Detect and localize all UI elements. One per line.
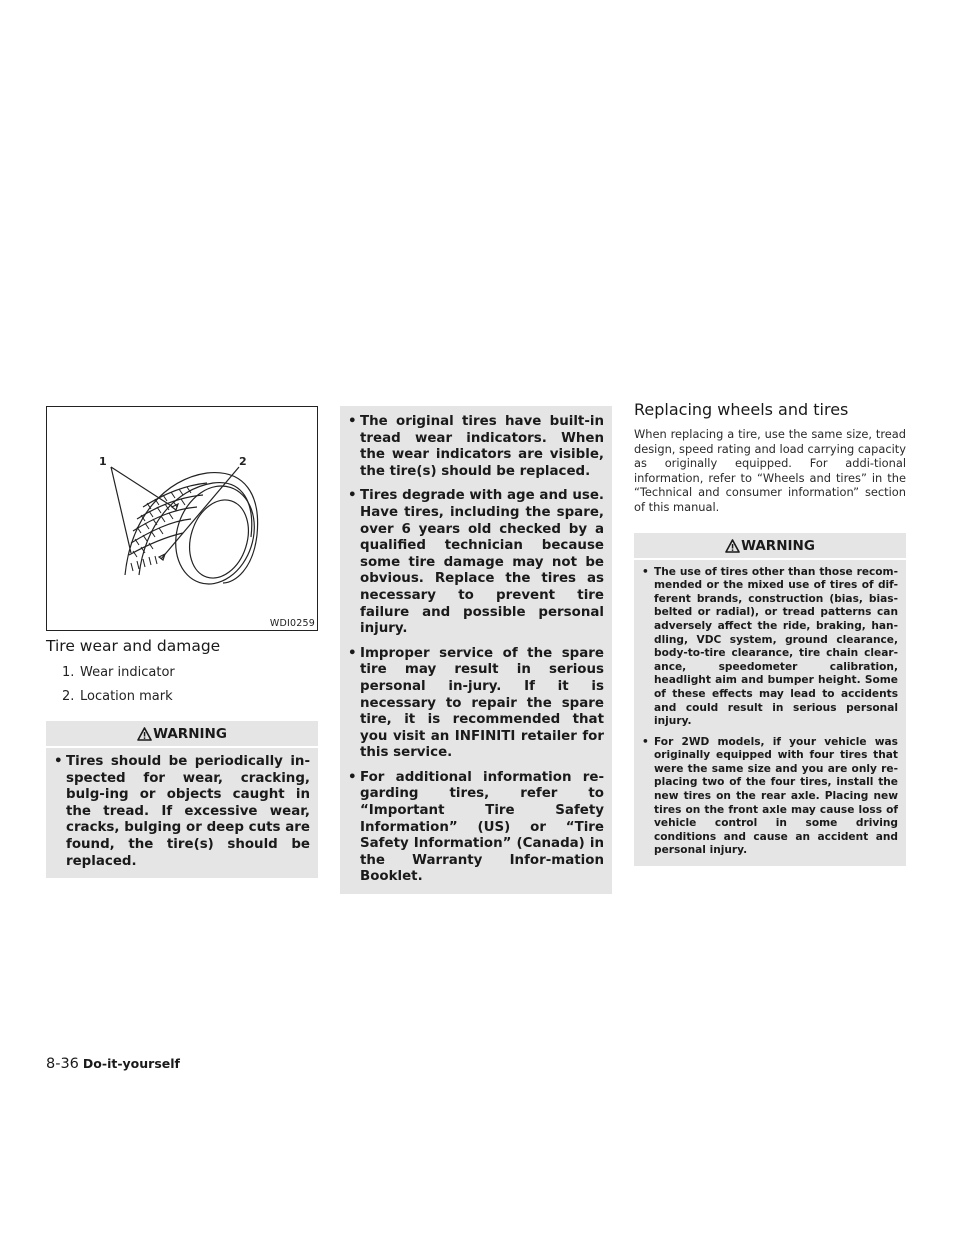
column-right bbox=[634, 400, 906, 866]
warning-box-continued bbox=[340, 406, 612, 894]
figure-code: WDI0259 bbox=[269, 618, 315, 629]
section-title: Replacing wheels and tires bbox=[634, 400, 849, 419]
tire-drawing bbox=[47, 407, 319, 632]
section-paragraph: When replacing a tire, use the same size, tread design, speed rating and load carrying capacity as originally equipped. For addi-tional information, refer to “Wheels and tires” in the “Technical and consumer information” section of this manual. bbox=[634, 427, 906, 514]
warning-list bbox=[634, 560, 906, 858]
callout-2-label: 2 bbox=[239, 455, 247, 468]
warning-item: • Tires degrade with age and use. Have tires, including the spare, over 6 years old checked by a qualified technician because some tire damage may not be obvious. Replace the tires as necessary to prevent tire failure and possible personal injury. bbox=[348, 488, 604, 637]
warning-header: WARNING bbox=[46, 721, 318, 748]
warning-list bbox=[46, 748, 318, 870]
warning-item: • Tires should be periodically in-spected for wear, cracking, bulg-ing or objects caught in the tread. If excessive wear, cracks, bulging or deep cuts are found, the tire(s) should be replaced. bbox=[54, 754, 310, 869]
figure-legend bbox=[46, 661, 318, 709]
callout-1-label: 1 bbox=[99, 455, 107, 468]
warning-box bbox=[46, 721, 318, 878]
page-footer bbox=[46, 1056, 180, 1072]
legend-item: 2. Location mark bbox=[62, 689, 173, 704]
warning-item: • For 2WD models, if your vehicle was originally equipped with four tires that were the same size and you are only re-placing two of the four tires, install the new tires on the rear axle. Placing new tires on the front axle may cause loss of vehicle control in some driving conditions and cause an accident and personal injury. bbox=[642, 735, 898, 857]
warning-header: WARNING bbox=[634, 533, 906, 560]
warning-list bbox=[340, 414, 612, 886]
warning-icon bbox=[725, 536, 740, 563]
warning-box bbox=[634, 533, 906, 866]
warning-item: • The use of tires other than those recom-mended or the mixed use of tires of dif-ferent brands, construction (bias, bias-belted or radial), or tread patterns can adversely affect the ride, braking, han-dling, VDC system, ground clearance, body-to-tire clearance, tire chain clear-ance, speedometer calibration, headlight aim and bumper height. Some of these effects may lead to accidents and could result in serious personal injury. bbox=[642, 565, 898, 728]
warning-icon bbox=[137, 724, 152, 751]
tire-illustration bbox=[46, 406, 318, 631]
warning-item: • For additional information re-garding tires, refer to “Important Tire Safety Information” (US) or “Tire Safety Information” (Canada) in the Warranty Infor-mation Booklet. bbox=[348, 769, 604, 885]
column-middle bbox=[340, 406, 612, 894]
column-left bbox=[46, 406, 318, 878]
legend-item: 1. Wear indicator bbox=[62, 665, 175, 680]
chapter-name: Do-it-yourself bbox=[82, 1056, 180, 1071]
figure-title: Tire wear and damage bbox=[46, 637, 221, 655]
warning-item: • The original tires have built-in tread wear indicators. When the wear indicators are visible, the tire(s) should be replaced. bbox=[348, 414, 604, 479]
page-number: 8-36 bbox=[46, 1056, 79, 1072]
warning-item: • Improper service of the spare tire may result in serious personal in-jury. If it is necessary to repair the spare tire, it is recommended that you visit an INFINITI retailer for this service. bbox=[348, 645, 604, 761]
